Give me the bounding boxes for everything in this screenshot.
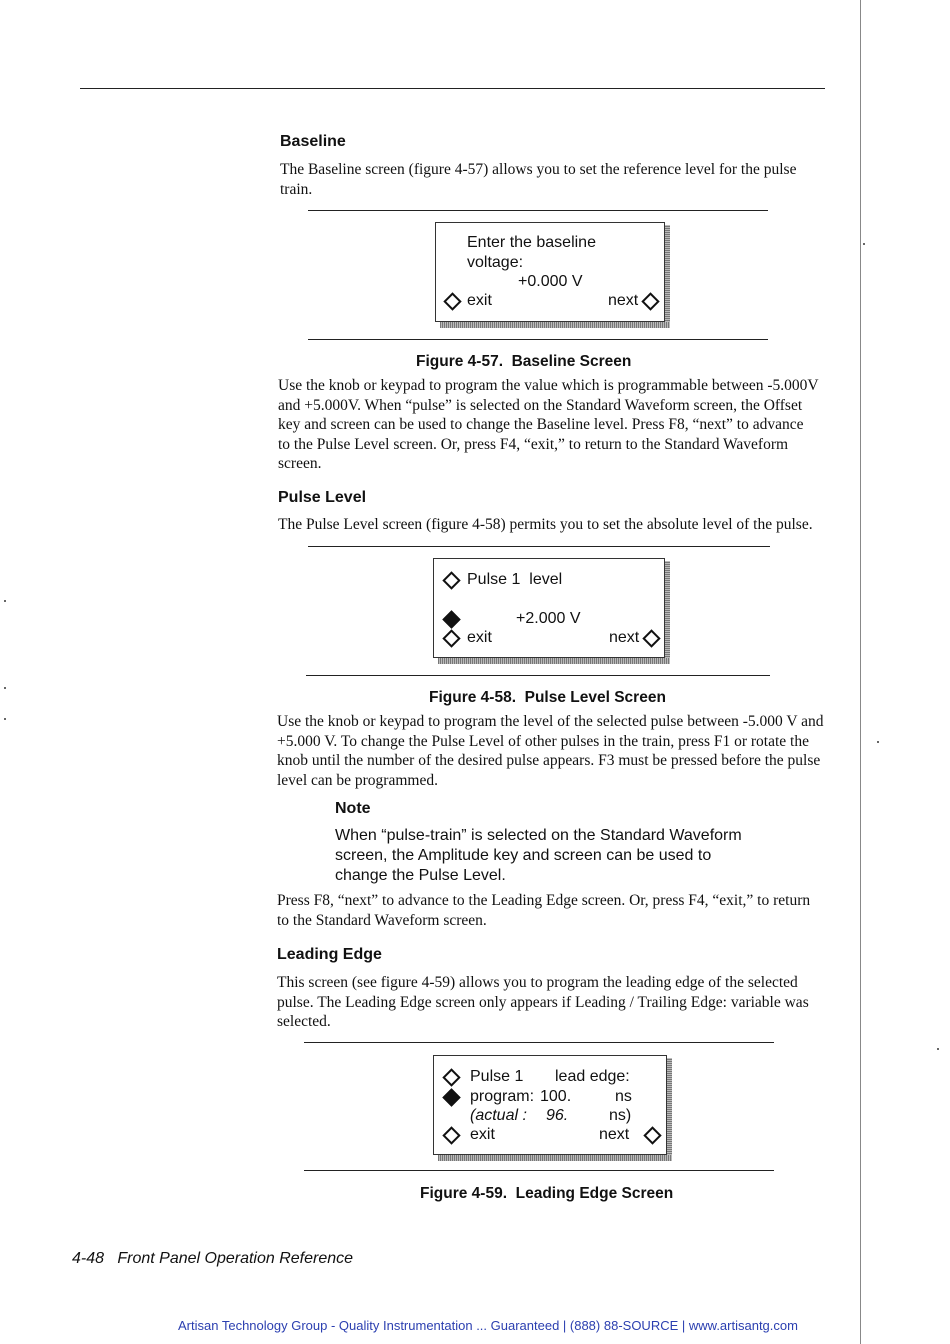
pulse-level-intro [278,515,830,535]
scan-speck [4,687,6,689]
exit-softkey-label: exit [467,629,492,646]
page-reference: 4-48 Front Panel Operation Reference [72,1250,354,1267]
leading-edge-heading: Leading Edge [277,946,382,963]
exit-softkey-label: exit [470,1126,495,1143]
baseline-screen-display [435,222,665,322]
active-field-diamond-icon [442,1088,460,1106]
watermark-link[interactable]: Artisan Technology Group - Quality Instrumentation ... Guaranteed | (888) 88-SOURCE | www.artisantg.com [178,1318,798,1333]
paragraph-line: and +5.000V. When “pulse” is selected on the Standard Waveform screen, the Offset [278,396,803,414]
figure-top-rule [304,1042,774,1043]
screen-line-prompt-2: voltage: [467,254,524,271]
figure-top-rule [308,546,770,547]
exit-diamond-icon [442,629,460,647]
paragraph-line: Press F8, “next” to advance to the Leading Edge screen. Or, press F4, “exit,” to return [277,892,811,909]
figure-top-rule [308,210,768,211]
exit-diamond-icon [442,1126,460,1144]
paragraph-line: to the Pulse Level screen. Or, press F4, “exit,” to return to the Standard Waveform [278,435,789,453]
pulse-level-screen-display [433,558,665,658]
note-body [335,826,742,886]
scan-speck [937,1048,939,1050]
figure-bottom-rule [304,1170,774,1171]
pulse-number-label: Pulse 1 level [467,571,563,588]
after-note-body [277,891,830,930]
paragraph-line: +5.000 V. To change the Pulse Level of other pulses in the train, press F1 or rotate the [277,732,809,750]
pulse-level-body [277,712,829,790]
baseline-value: +0.000 V [518,273,583,290]
screen-shadow [438,658,670,664]
actual-label: (actual : [470,1107,527,1124]
program-value: 100. [540,1088,572,1105]
paragraph-line: This screen (see figure 4-59) allows you to program the leading edge of the selected [277,974,798,991]
next-softkey-label: next [608,292,639,309]
active-field-diamond-icon [442,610,460,628]
baseline-heading: Baseline [280,133,346,150]
pulse-select-diamond-icon [442,1068,460,1086]
actual-unit: ns) [609,1107,632,1124]
leading-edge-intro [277,973,832,1032]
program-label: program: [470,1088,535,1105]
baseline-intro [280,160,826,199]
figure-caption: Figure 4-57. Baseline Screen [416,353,632,370]
next-diamond-icon [641,292,659,310]
scan-speck [877,741,879,743]
screen-shadow [665,561,670,663]
paragraph-line: The Baseline screen (figure 4-57) allows you to set the reference level for the pulse [280,161,797,178]
figure-bottom-rule [306,675,770,676]
pulse-level-value: +2.000 V [516,610,581,627]
screen-line-prompt: Enter the baseline [467,234,596,251]
paragraph-line: to the Standard Waveform screen. [277,911,487,929]
exit-softkey-label: exit [467,292,492,309]
program-unit: ns [615,1088,632,1105]
note-line: screen, the Amplitude key and screen can be used to [335,847,712,864]
next-softkey-label: next [609,629,640,646]
paragraph-line: train. [280,180,313,198]
next-softkey-label: next [599,1126,630,1143]
screen-shadow [438,1155,672,1161]
screen-shadow [665,225,670,327]
pulse-level-heading: Pulse Level [278,489,367,506]
note-heading: Note [335,800,371,817]
scan-speck [4,600,6,602]
figure-caption: Figure 4-59. Leading Edge Screen [420,1185,674,1202]
scan-speck [863,243,865,245]
paragraph-line: Use the knob or keypad to program the value which is programmable between -5.000V [278,377,819,394]
note-line: When “pulse-train” is selected on the Standard Waveform [335,827,742,844]
pulse-select-diamond-icon [442,571,460,589]
right-edge-line [860,0,861,1344]
note-line: change the Pulse Level. [335,867,506,884]
exit-diamond-icon [443,292,461,310]
baseline-body [278,376,828,474]
next-diamond-icon [642,629,660,647]
screen-shadow [667,1058,672,1160]
top-rule [80,88,825,89]
paragraph-line: pulse. The Leading Edge screen only appears if Leading / Trailing Edge: variable was [277,993,809,1011]
figure-caption: Figure 4-58. Pulse Level Screen [429,689,666,706]
scan-speck [4,718,6,720]
paragraph-line: The Pulse Level screen (figure 4-58) permits you to set the absolute level of the pulse. [278,516,813,533]
screen-shadow [440,322,670,328]
figure-bottom-rule [308,339,768,340]
leading-edge-screen-display [433,1055,667,1155]
paragraph-line: screen. [278,455,322,472]
paragraph-line: Use the knob or keypad to program the level of the selected pulse between -5.000 V and [277,713,824,730]
paragraph-line: key and screen can be used to change the Baseline level. Press F8, “next” to advance [278,416,804,433]
paragraph-line: level can be programmed. [277,771,438,789]
lead-edge-label: lead edge: [555,1068,630,1085]
next-diamond-icon [643,1126,661,1144]
paragraph-line: selected. [277,1013,331,1030]
actual-value: 96. [546,1107,569,1124]
pulse-number-label: Pulse 1 [470,1068,524,1085]
paragraph-line: knob until the number of the desired pulse appears. F3 must be pressed before the pulse [277,752,821,769]
